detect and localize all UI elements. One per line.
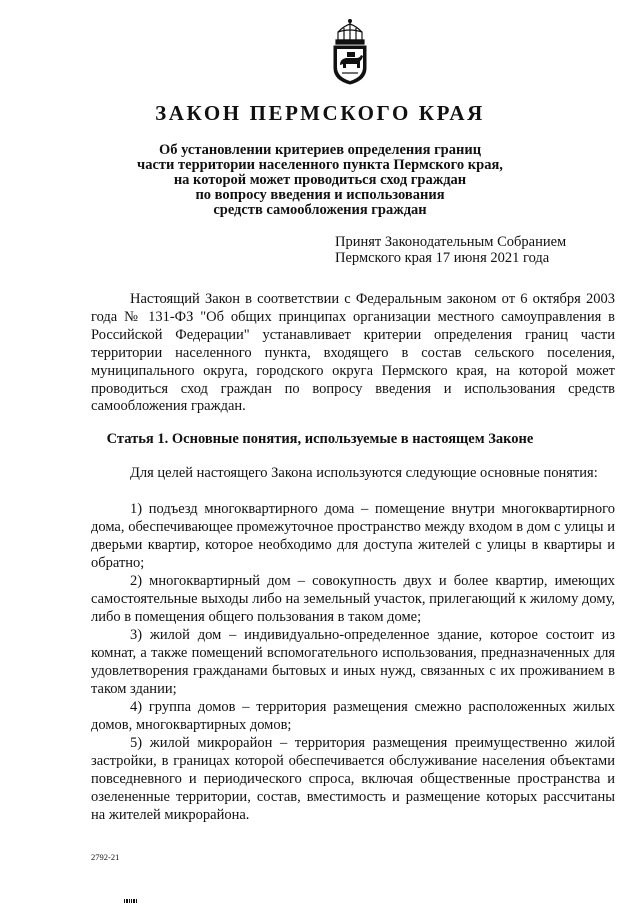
law-title: ЗАКОН ПЕРМСКОГО КРАЯ [155,101,485,125]
definition-item: 3) жилой дом – индивидуально-определенное здание, которое состоит из комнат, а также помещений вспомогательного использования, предназначенных для удовлетворения гражданами бытовых и иных нужд, связанных с их проживанием в таком здании; [91,627,615,697]
adoption-line: Принят Законодательным Собранием [335,234,567,250]
article-1-intro: Для целей настоящего Закона используются следующие основные понятия: [130,465,598,481]
definition-item: 2) многоквартирный дом – совокупность двух и более квартир, имеющих самостоятельные выходы либо на земельный участок, прилегающий к жилому дому, либо в помещения общего пользования в таком доме; [91,573,615,625]
adoption-line: Пермского края 17 июня 2021 года [335,250,550,266]
preamble-paragraph: Настоящий Закон в соответствии с Федеральным законом от 6 октября 2003 года № 131-ФЗ "Об общих принципах организации местного самоуправления в Российской Федерации" устанавливает критерии определения границ части территории населенного пункта, входящего в состав сельского поселения, муниципального округа, городского округа Пермского края, на которой может проводиться сход граждан по вопросу введения и использования средств самообложения граждан. [91,291,615,415]
subtitle-line: средств самообложения граждан [213,202,427,218]
document-number: 2792-21 [91,852,120,862]
definition-item: 5) жилой микрорайон – территория размещения преимущественно жилой застройки, в границах которой обеспечивается обслуживание населения объектами повседневного и периодического спроса, включая общественные пространства и озелененные территории, состав, вместимость и размещение которых рассчитаны на жителей микрорайона. [91,735,615,823]
coat-of-arms-icon [326,18,374,86]
definition-item: 1) подъезд многоквартирного дома – помещение внутри многоквартирного дома, обеспечивающее промежуточное пространство между входом в дом с улицы и дверьми квартир, которое необходимо для доступа жителей с улицы в квартиры и обратно; [91,501,615,571]
article-1-heading: Статья 1. Основные понятия, используемые в настоящем Законе [106,431,534,447]
adoption-note [335,234,566,266]
definition-item: 4) группа домов – территория размещения смежно расположенных жилых домов, многоквартирных домов; [91,699,615,733]
subtitle-line: по вопросу введения и использования [195,187,445,203]
law-subtitle [0,143,640,218]
subtitle-line: на которой может проводиться сход граждан [173,172,467,188]
barcode-mark [124,899,138,903]
subtitle-line: Об установлении критериев определения границ [158,142,482,158]
subtitle-line: части территории населенного пункта Пермского края, [137,157,503,173]
